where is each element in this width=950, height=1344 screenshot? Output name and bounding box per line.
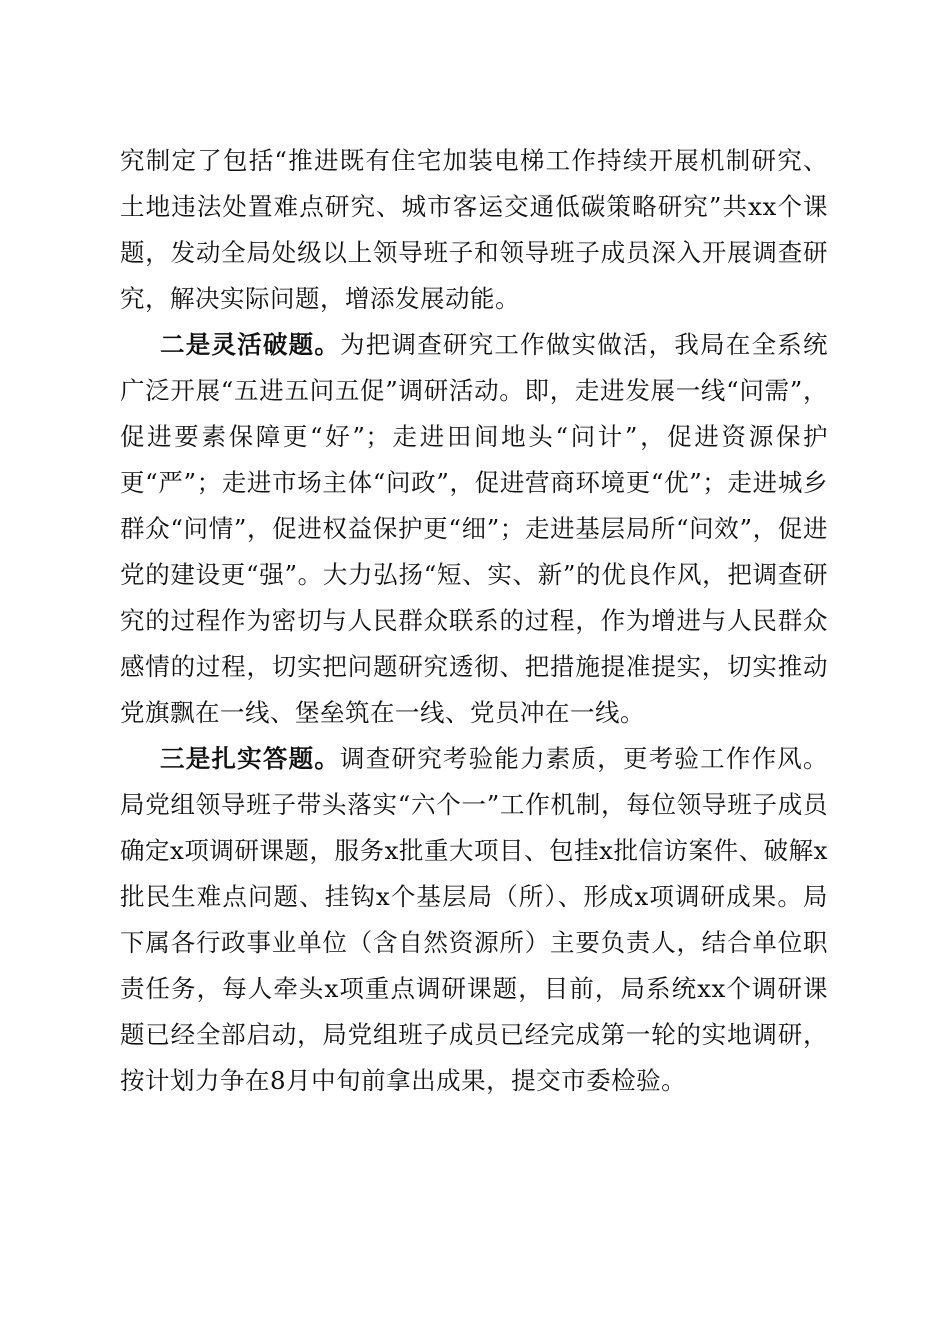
paragraph-lead: 二是灵活破题。 bbox=[160, 330, 341, 359]
paragraph-flexible-topic bbox=[120, 322, 828, 736]
paragraph-text: 调查研究考验能力素质，更考验工作作风。局党组领导班子带头落实“六个一”工作机制，每位领导班子成员确定x项调研课题，服务x批重大项目、包挂x批信访案件、破解x批民生难点问题、挂钩x个基层局（所）、形成x项调研成果。局下属各行政事业单位（含自然资源所）主要负责人，结合单位职责任务，每人牵头x项重点调研课题，目前，局系统xx个调研课题已经全部启动，局党组班子成员已经完成第一轮的实地调研，按计划力争在8月中旬前拿出成果，提交市委检验。 bbox=[120, 744, 829, 1095]
paragraph-text: 究制定了包括“推进既有住宅加装电梯工作持续开展机制研究、土地违法处置难点研究、城市客运交通低碳策略研究”共xx个课题，发动全局处级以上领导班子和领导班子成员深入开展调查研究，解决实际问题，增添发展动能。 bbox=[120, 146, 828, 313]
paragraph-lead: 三是扎实答题。 bbox=[160, 744, 341, 773]
document-body bbox=[120, 138, 828, 1104]
paragraph-solid-answer bbox=[120, 736, 828, 1104]
paragraph-continued bbox=[120, 138, 828, 322]
paragraph-text: 为把调查研究工作做实做活，我局在全系统广泛开展“五进五问五促”调研活动。即，走进发展一线“问需”，促进要素保障更“好”；走进田间地头“问计”，促进资源保护更“严”；走进市场主体“问政”，促进营商环境更“优”；走进城乡群众“问情”，促进权益保护更“细”；走进基层局所“问效”，促进党的建设更“强”。大力弘扬“短、实、新”的优良作风，把调查研究的过程作为密切与人民群众联系的过程，作为增进与人民群众感情的过程，切实把问题研究透彻、把措施提准提实，切实推动党旗飘在一线、堡垒筑在一线、党员冲在一线。 bbox=[120, 330, 829, 727]
